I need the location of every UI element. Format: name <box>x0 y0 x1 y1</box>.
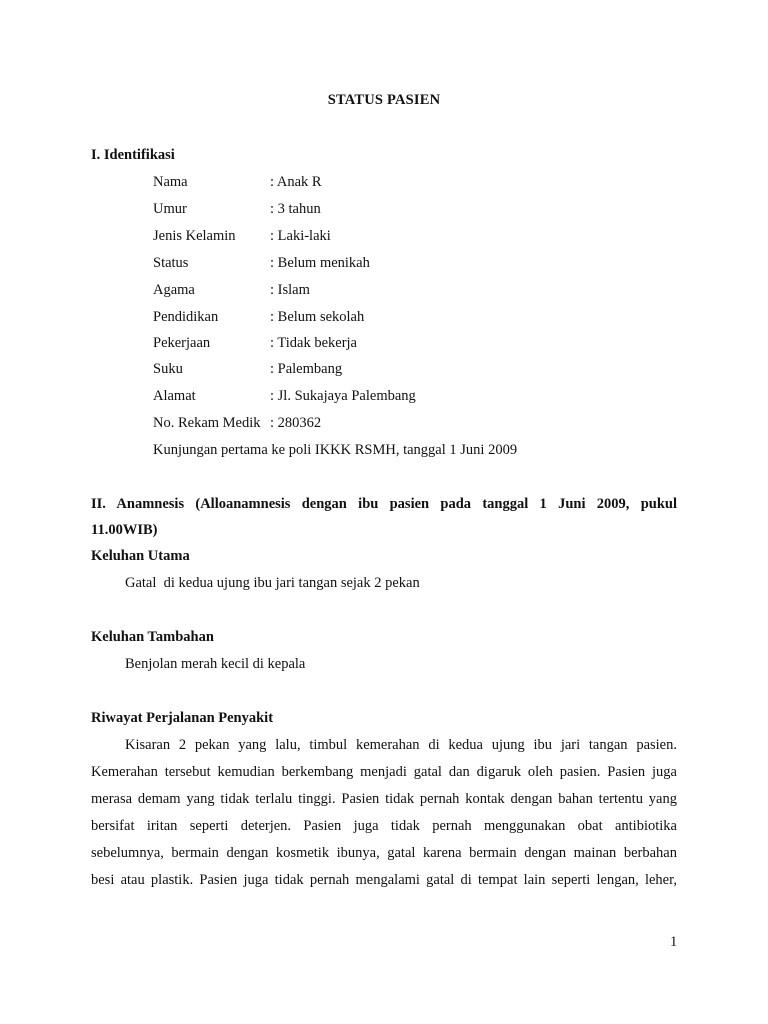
page-number: 1 <box>670 934 678 950</box>
field-label: Suku <box>153 361 183 377</box>
field-value: : Anak R <box>270 174 322 190</box>
history-paragraph-line: merasa demam yang tidak terlalu tinggi. Pasien tidak pernah kontak dengan bahan tertentu yang <box>91 791 677 807</box>
field-label: Alamat <box>153 388 196 404</box>
field-label: No. Rekam Medik <box>153 415 261 431</box>
history-paragraph-line: Kisaran 2 pekan yang lalu, timbul kemerahan di kedua ujung ibu jari tangan pasien. <box>125 737 677 753</box>
additional-complaint-text: Benjolan merah kecil di kepala <box>125 656 306 672</box>
field-value: : Islam <box>270 282 310 298</box>
field-value: : 280362 <box>270 415 322 431</box>
section-heading-anamnesis: II. Anamnesis (Alloanamnesis dengan ibu pasien pada tanggal 1 Juni 2009, pukul <box>91 496 677 512</box>
field-value: : Belum menikah <box>270 255 370 271</box>
field-value: : Jl. Sukajaya Palembang <box>270 388 416 404</box>
field-value: : 3 tahun <box>270 201 321 217</box>
main-complaint-text: Gatal di kedua ujung ibu jari tangan sejak 2 pekan <box>125 575 420 591</box>
page-title: STATUS PASIEN <box>327 92 441 108</box>
field-label: Agama <box>153 282 195 298</box>
subheading-additional-complaint: Keluhan Tambahan <box>91 629 214 645</box>
history-paragraph-line: besi atau plastik. Pasien juga tidak pernah mengalami gatal di tempat lain seperti lengan, leher, <box>91 872 677 888</box>
field-value: : Belum sekolah <box>270 309 365 325</box>
field-label: Jenis Kelamin <box>153 228 236 244</box>
first-visit-note: Kunjungan pertama ke poli IKKK RSMH, tanggal 1 Juni 2009 <box>153 442 518 458</box>
history-paragraph-line: sebelumnya, bermain dengan kosmetik ibunya, gatal karena bermain dengan mainan berbahan <box>91 845 677 861</box>
field-label: Umur <box>153 201 187 217</box>
subheading-disease-history: Riwayat Perjalanan Penyakit <box>91 710 274 726</box>
section-heading-identification: I. Identifikasi <box>91 147 175 163</box>
field-label: Pendidikan <box>153 309 219 325</box>
field-value: : Tidak bekerja <box>270 335 357 351</box>
history-paragraph-line: Kemerahan tersebut kemudian berkembang menjadi gatal dan digaruk oleh pasien. Pasien juga <box>91 764 677 780</box>
subheading-main-complaint: Keluhan Utama <box>91 548 190 564</box>
field-label: Status <box>153 255 189 271</box>
field-label: Pekerjaan <box>153 335 211 351</box>
field-value: : Palembang <box>270 361 343 377</box>
field-label: Nama <box>153 174 188 190</box>
field-value: : Laki-laki <box>270 228 331 244</box>
section-heading-anamnesis-continued: 11.00WIB) <box>91 522 158 538</box>
history-paragraph-line: bersifat iritan seperti deterjen. Pasien juga tidak pernah menggunakan obat antibiotika <box>91 818 677 834</box>
